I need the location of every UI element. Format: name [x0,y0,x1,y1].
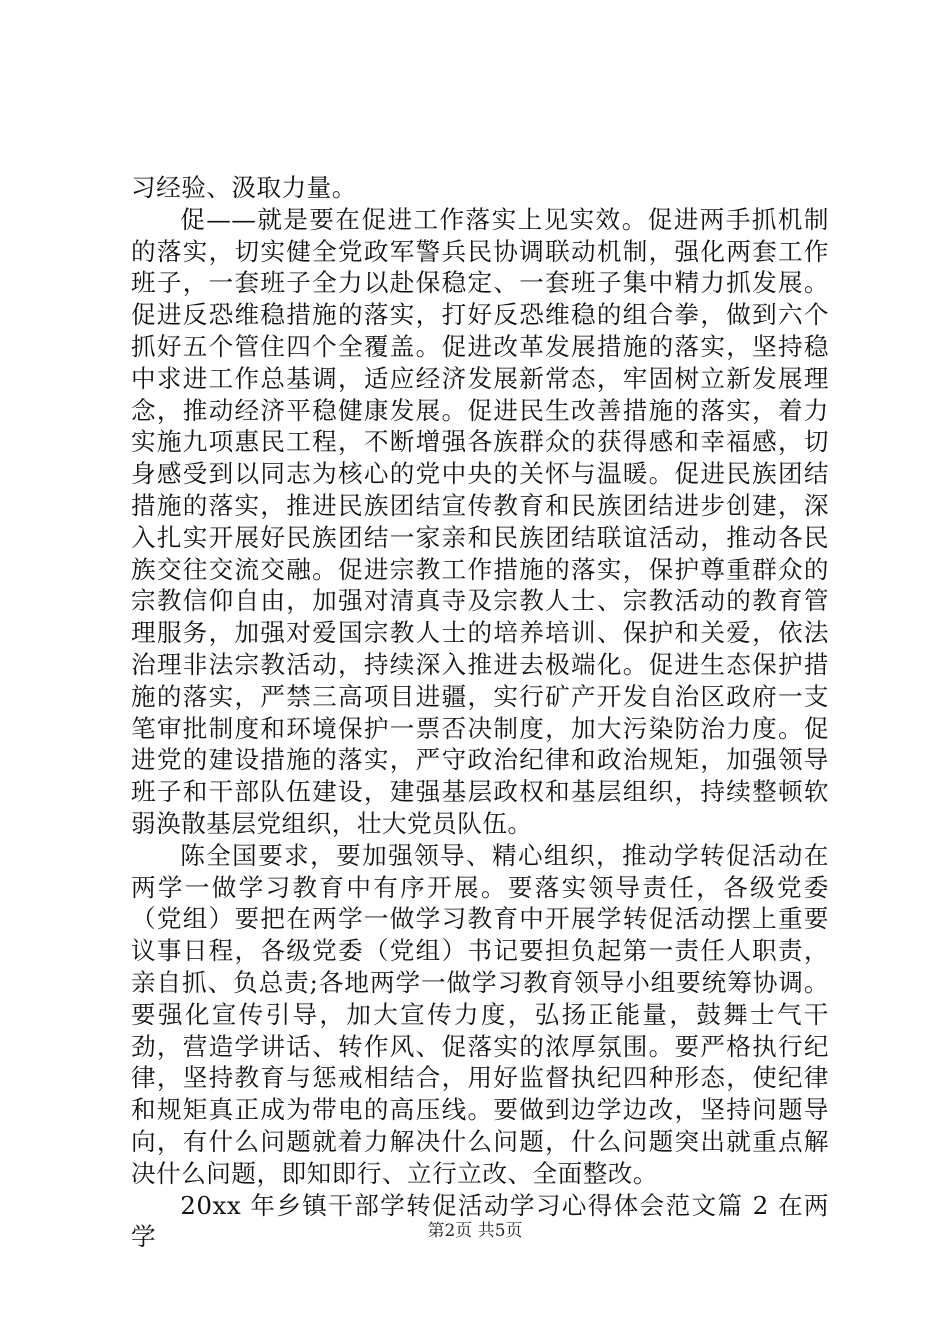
paragraph-promote-implementation: 促——就是要在促进工作落实上见实效。促进两手抓机制的落实，切实健全党政军警兵民协调联动机制，强化两套工作班子，一套班子全力以赴保稳定、一套班子集中精力抓发展。促进反恐维稳措施的落实，打好反恐维稳的组合拳，做到六个抓好五个管住四个全覆盖。促进改革发展措施的落实，坚持稳中求进工作总基调，适应经济发展新常态，牢固树立新发展理念，推动经济平稳健康发展。促进民生改善措施的落实，着力实施九项惠民工程，不断增强各族群众的获得感和幸福感，切身感受到以同志为核心的党中央的关怀与温暖。促进民族团结措施的落实，推进民族团结宣传教育和民族团结进步创建，深入扎实开展好民族团结一家亲和民族团结联谊活动，推动各民族交往交流交融。促进宗教工作措施的落实，保护尊重群众的宗教信仰自由，加强对清真寺及宗教人士、宗教活动的教育管理服务，加强对爱国宗教人士的培养培训、保护和关爱，依法治理非法宗教活动，持续深入推进去极端化。促进生态保护措施的落实，严禁三高项目进疆，实行矿产开发自治区政府一支笔审批制度和环境保护一票否决制度，加大污染防治力度。促进党的建设措施的落实，严守政治纪律和政治规矩，加强领导班子和干部队伍建设，建强基层政权和基层组织，持续整顿软弱涣散基层党组织，壮大党员队伍。 [131,204,829,838]
paragraph-continuation: 习经验、汲取力量。 [131,173,357,202]
document-body [131,172,829,1253]
paragraph-article-2-start: 20xx 年乡镇干部学转促活动学习心得体会范文篇 2 在两学 [131,1190,829,1252]
page-number-footer: 第2页 共5页 [427,1221,523,1241]
paragraph-leadership-requirements: 陈全国要求，要加强领导、精心组织，推动学转促活动在两学一做学习教育中有序开展。要落实领导责任，各级党委（党组）要把在两学一做学习教育中开展学转促活动摆上重要议事日程，各级党委（党组）书记要担负起第一责任人职责，亲自抓、负总责;各地两学一做学习教育领导小组要统筹协调。要强化宣传引导，加大宣传力度，弘扬正能量，鼓舞士气干劲，营造学讲话、转作风、促落实的浓厚氛围。要严格执行纪律，坚持教育与惩戒相结合，用好监督执纪四种形态，使纪律和规矩真正成为带电的高压线。要做到边学边改，坚持问题导向，有什么问题就着力解决什么问题，什么问题突出就重点解决什么问题，即知即行、立行立改、全面整改。 [131,840,829,1188]
